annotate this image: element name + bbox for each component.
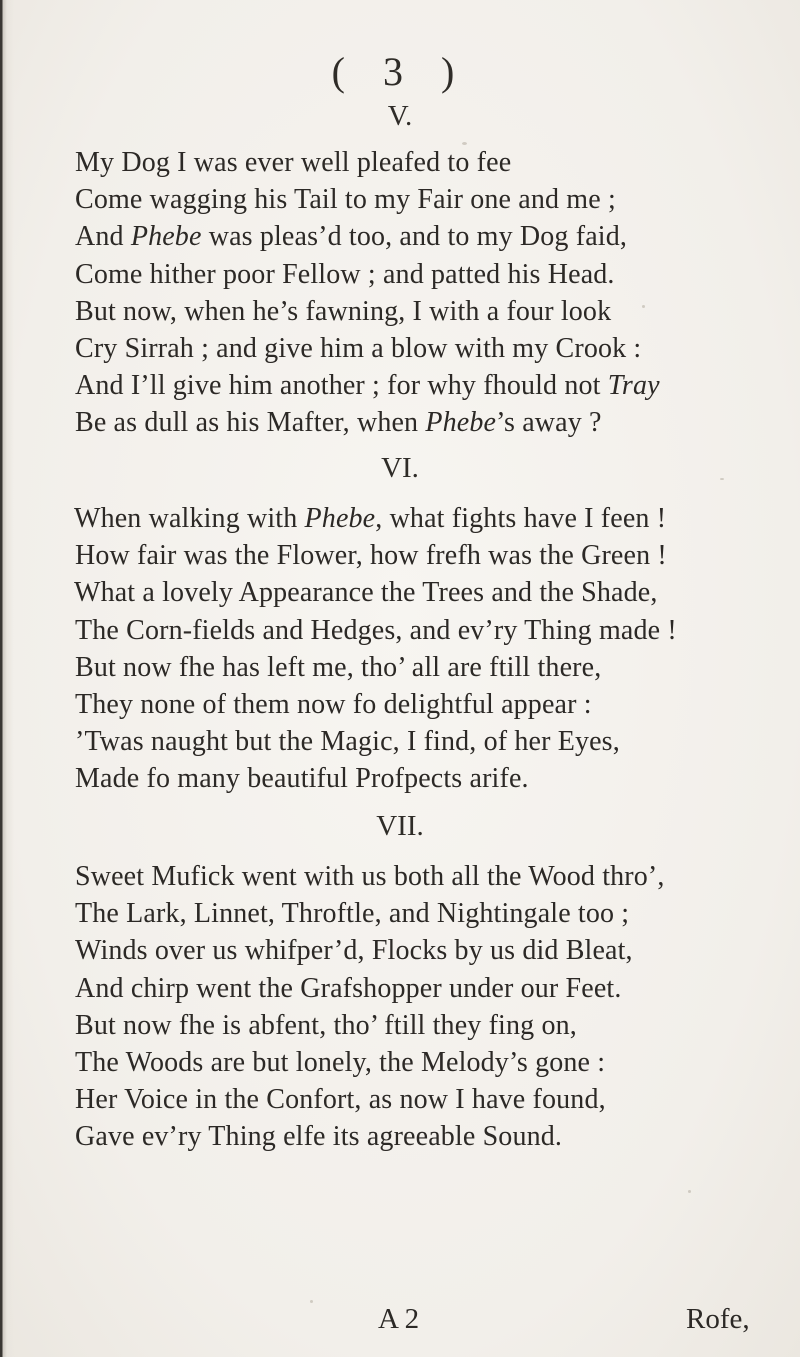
verse-line: The Lark, Linnet, Throftle, and Nightingale too ; <box>75 898 630 929</box>
verse-line: Come wagging his Tail to my Fair one and me ; <box>75 184 616 215</box>
paper-speck <box>642 305 645 308</box>
verse-line: Cry Sirrah ; and give him a blow with my Crook : <box>75 333 642 364</box>
verse-line: My Dog I was ever well pleafed to fee <box>75 147 512 178</box>
page-number: ( 3 ) <box>331 49 469 94</box>
verse-line: Gave ev’ry Thing elfe its agreeable Sound. <box>75 1121 563 1152</box>
signature-mark: A 2 <box>378 1303 420 1335</box>
italic-name: Phebe <box>304 503 376 534</box>
verse-line: The Corn-fields and Hedges, and ev’ry Thing made ! <box>75 615 677 646</box>
italic-name: Phebe <box>130 221 202 252</box>
paper-speck <box>720 478 724 480</box>
verse-line: ’Twas naught but the Magic, I find, of her Eyes, <box>75 726 620 757</box>
verse-line: Winds over us whifper’d, Flocks by us did Bleat, <box>75 935 633 966</box>
verse-line: Be as dull as his Mafter, when Phebe’s away ? <box>75 407 602 438</box>
verse-line: Sweet Mufick went with us both all the Wood thro’, <box>75 861 665 892</box>
catchword: Rofe, <box>686 1303 750 1335</box>
verse-line: Made fo many beautiful Profpects arife. <box>75 763 529 794</box>
verse-line: When walking with Phebe, what fights have I feen ! <box>74 503 667 534</box>
verse-line: How fair was the Flower, how frefh was the Green ! <box>75 540 667 571</box>
italic-name: Phebe <box>425 407 497 438</box>
verse-line: They none of them now fo delightful appear : <box>75 689 592 720</box>
verse-line: What a lovely Appearance the Trees and the Shade, <box>74 577 658 608</box>
paper-speck <box>310 1300 313 1303</box>
verse-line: The Woods are but lonely, the Melody’s gone : <box>75 1047 606 1078</box>
verse-line: And Phebe was pleas’d too, and to my Dog faid, <box>75 221 628 252</box>
verse-line: But now fhe is abfent, tho’ ftill they fing on, <box>75 1010 577 1041</box>
paper-speck <box>462 142 467 145</box>
verse-line: But now, when he’s fawning, I with a four look <box>75 296 612 327</box>
italic-name: Tray <box>607 370 660 401</box>
verse-line: And chirp went the Grafshopper under our Feet. <box>75 973 622 1004</box>
paper-speck <box>688 1190 691 1193</box>
verse-line: But now fhe has left me, tho’ all are ftill there, <box>75 652 602 683</box>
stanza-heading-vii: VII. <box>376 810 424 842</box>
verse-line: Her Voice in the Confort, as now I have found, <box>75 1084 606 1115</box>
verse-line: Come hither poor Fellow ; and patted his Head. <box>75 259 615 290</box>
verse-line: And I’ll give him another ; for why fhould not Tray <box>75 370 660 401</box>
stanza-heading-v: V. <box>387 100 413 132</box>
page-binding-edge <box>0 0 14 1357</box>
stanza-heading-vi: VI. <box>381 452 419 484</box>
